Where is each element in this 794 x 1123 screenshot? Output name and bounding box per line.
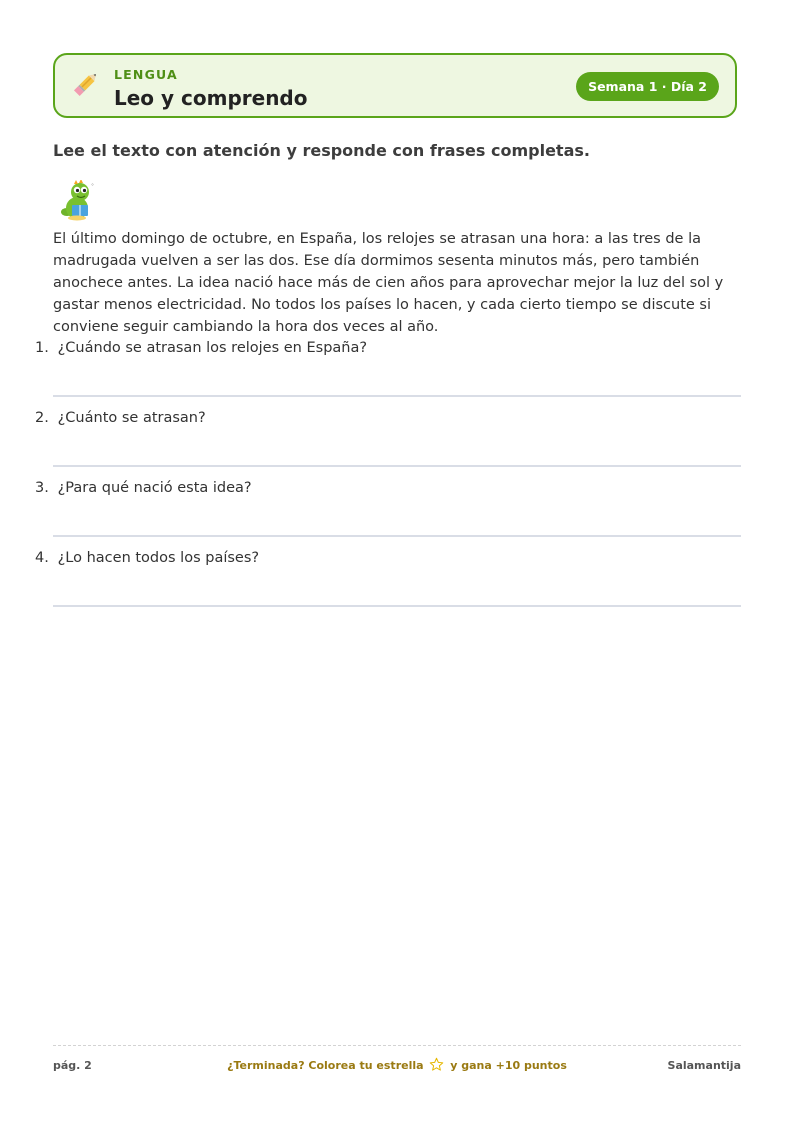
question-number: 2. [35, 410, 49, 426]
pencil-icon [69, 67, 103, 101]
section-header [53, 53, 737, 118]
reading-text: El último domingo de octubre, en España, los relojes se atrasan una hora: a las tres de la madrugada vuelven a ser las dos. Ese día dormimos sesenta minutos más, pero también anochece antes. La idea nació hace más de cien años para aprovechar mejor la luz del sol y gastar menos electricidad. No todos los países lo hacen, y cada cierto tiempo se discute si conviene seguir cambiando la hora dos veces al año. [53, 231, 724, 335]
answer-line-2[interactable] [53, 465, 741, 467]
page-title: Leo y comprendo [114, 86, 308, 110]
question-1 [35, 340, 741, 356]
question-4 [35, 550, 741, 566]
page-number: pág. 2 [53, 1059, 92, 1072]
question-text: ¿Cuándo se atrasan los relojes en España? [57, 340, 368, 356]
question-text: ¿Lo hacen todos los países? [57, 550, 260, 566]
answer-line-1[interactable] [53, 395, 741, 397]
footer-divider [53, 1045, 741, 1046]
question-number: 1. [35, 340, 49, 356]
answer-line-4[interactable] [53, 605, 741, 607]
star-outline-icon[interactable] [429, 1057, 444, 1072]
svg-text:°: ° [91, 183, 94, 190]
question-2 [35, 410, 741, 426]
week-day-badge: Semana 1 · Día 2 [576, 72, 719, 101]
reading-dinosaur-icon [57, 180, 99, 222]
question-text: ¿Para qué nació esta idea? [57, 480, 252, 496]
footer-message-after: y gana +10 puntos [450, 1059, 567, 1072]
question-number: 4. [35, 550, 49, 566]
question-text: ¿Cuánto se atrasan? [57, 410, 206, 426]
question-number: 3. [35, 480, 49, 496]
answer-line-3[interactable] [53, 535, 741, 537]
question-3 [35, 480, 741, 496]
subject-label: LENGUA [114, 67, 178, 82]
instructions: Lee el texto con atención y responde con frases completas. [53, 141, 590, 160]
footer-message-before: ¿Terminada? Colorea tu estrella [227, 1059, 424, 1072]
brand-name: Salamantija [667, 1059, 741, 1072]
